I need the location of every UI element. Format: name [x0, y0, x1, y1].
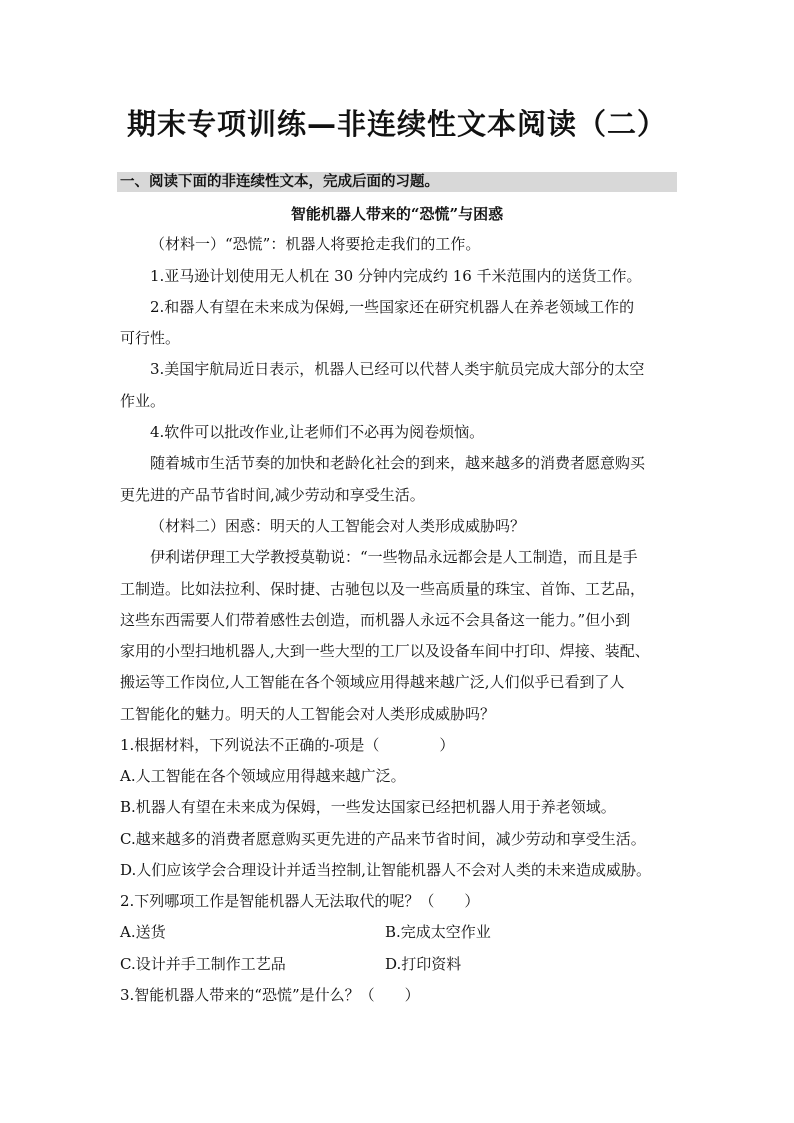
material-one-item-1: 1.亚马逊计划使用无人机在 30 分钟内完成约 16 千米范围内的送货工作。: [150, 267, 642, 285]
question-2-option-a: A.送货: [120, 923, 166, 941]
question-2-option-b: B.完成太空作业: [385, 923, 491, 941]
material-two-paragraph-5: 搬运等工作岗位,人工智能在各个领域应用得越来越广泛,人们似乎已看到了人: [120, 673, 625, 691]
material-two-paragraph-4: 家用的小型扫地机器人,大到一些大型的工厂以及设备车间中打印、焊接、装配、: [120, 642, 650, 660]
question-2: 2.下列哪项工作是智能机器人无法取代的呢？（ ）: [120, 892, 480, 910]
document-title: 期末专项训练—非连续性文本阅读（二）: [126, 107, 667, 141]
question-1-option-b: B.机器人有望在未来成为保姆，一些发达国家已经把机器人用于养老领域。: [120, 798, 616, 816]
question-1-option-c: C.越来越多的消费者愿意购买更先进的产品来节省时间，减少劳动和享受生活。: [120, 830, 646, 848]
material-one-heading: （材料一）“恐慌”：机器人将要抢走我们的工作。: [150, 235, 481, 253]
material-one-paragraph: 随着城市生活节奏的加快和老龄化社会的到来，越来越多的消费者愿意购买: [150, 454, 646, 472]
question-3: 3.智能机器人带来的“恐慌”是什么？（ ）: [120, 986, 420, 1004]
question-1-option-d: D.人们应该学会合理设计并适当控制,让智能机器人不会对人类的未来造成威胁。: [120, 861, 652, 879]
question-1: 1.根据材料，下列说法不正确的-项是（ ）: [120, 736, 455, 754]
material-one-item-3-cont: 作业。: [120, 392, 166, 410]
material-two-paragraph-6: 工智能化的魅力。明天的人工智能会对人类形成威胁吗？: [120, 705, 496, 723]
material-one-item-2: 2.和器人有望在未来成为保姆,一些国家还在研究机器人在养老领域工作的: [150, 298, 635, 316]
material-two-paragraph-2: 工制造。比如法拉利、保时捷、古驰包以及一些高质量的珠宝、首饰、工艺品，: [120, 580, 646, 598]
material-one-paragraph-cont: 更先进的产品节省时间,减少劳动和享受生活。: [120, 486, 425, 504]
article-title: 智能机器人带来的“恐慌”与困惑: [290, 205, 504, 223]
material-two-heading: （材料二）困惑：明天的人工智能会对人类形成威胁吗？: [150, 517, 526, 535]
question-1-option-a: A.人工智能在各个领域应用得越来越广泛。: [120, 767, 406, 785]
material-one-item-4: 4.软件可以批改作业,让老师们不必再为阅卷烦恼。: [150, 423, 485, 441]
section-heading: 一、阅读下面的非连续性文本，完成后面的习题。: [120, 174, 439, 190]
material-two-paragraph-1: 伊利诺伊理工大学教授莫勒说：“一些物品永远都会是人工制造，而且是手: [150, 548, 638, 566]
material-one-item-2-cont: 可行性。: [120, 329, 181, 347]
material-two-paragraph-3: 这些东西需要人们带着感性去创造，而机器人永远不会具备这一能力。”但小到: [120, 611, 631, 629]
question-2-option-c: C.设计并手工制作工艺品: [120, 955, 286, 973]
question-2-option-d: D.打印资料: [385, 955, 462, 973]
material-one-item-3: 3.美国宇航局近日表示，机器人已经可以代替人类宇航员完成大部分的太空: [150, 360, 645, 378]
